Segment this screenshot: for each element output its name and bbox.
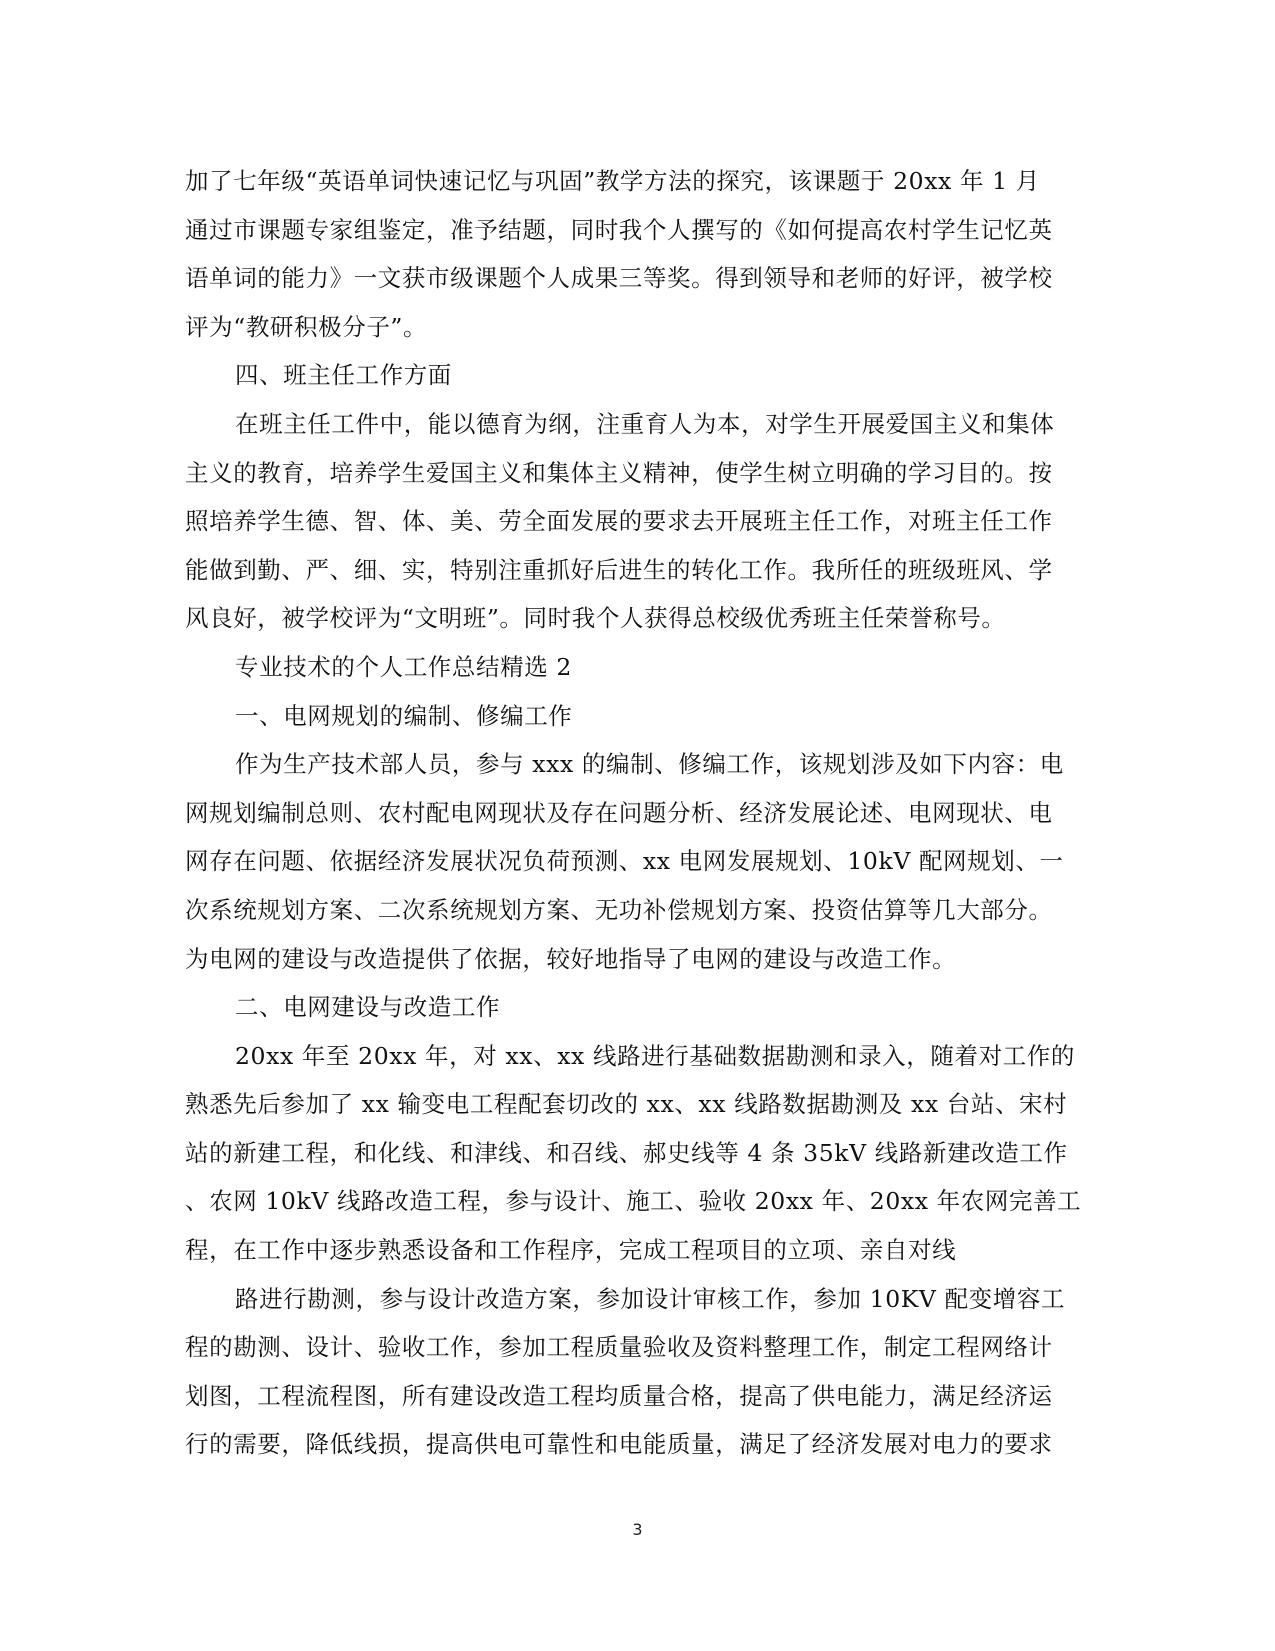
document-body [185,157,1090,1469]
text-line: 、农网 10kV 线路改造工程，参与设计、施工、验收 20xx 年、20xx 年农网完善工 [185,1187,1082,1216]
text-line: 程，在工作中逐步熟悉设备和工作程序，完成工程项目的立项、亲自对线 [185,1236,957,1265]
text-line: 加了七年级“英语单词快速记忆与巩固”教学方法的探究，该课题于 20xx 年 1 月 [185,167,1040,195]
text-line: 在班主任工件中，能以德育为纲，注重育人为本，对学生开展爱国主义和集体 [235,409,1055,438]
text-line: 专业技术的个人工作总结精选 2 [235,652,572,681]
text-line: 二、电网建设与改造工作 [235,993,501,1022]
text-line: 主义的教育，培养学生爱国主义和集体主义精神，使学生树立明确的学习目的。按 [185,458,1053,487]
text-line: 通过市课题专家组鉴定，准予结题，同时我个人撰写的《如何提高农村学生记忆英 [185,215,1053,244]
text-line: 路进行勘测，参与设计改造方案，参加设计审核工作，参加 10KV 配变增容工 [235,1284,1066,1313]
text-line: 评为“教研积极分子”。 [185,312,428,341]
text-line: 网存在问题、依据经济发展状况负荷预测、xx 电网发展规划、10kV 配网规划、一 [185,847,1064,876]
text-line: 站的新建工程，和化线、和津线、和召线、郝史线等 4 条 35kV 线路新建改造工作 [185,1138,1068,1167]
text-line: 语单词的能力》一文获市级课题个人成果三等奖。得到领导和老师的好评，被学校 [185,264,1053,293]
text-line: 程的勘测、设计、验收工作，参加工程质量验收及资料整理工作，制定工程网络计 [185,1333,1053,1362]
page-number: 3 [632,1520,643,1539]
text-line: 划图，工程流程图，所有建设改造工程均质量合格，提高了供电能力，满足经济运 [185,1381,1053,1410]
text-line: 20xx 年至 20xx 年，对 xx、xx 线路进行基础数据勘测和录入，随着对工作的 [235,1041,1075,1070]
text-line: 一、电网规划的编制、修编工作 [235,701,573,730]
text-line: 四、班主任工作方面 [235,361,452,390]
text-line: 照培养学生德、智、体、美、劳全面发展的要求去开展班主任工作，对班主任工作 [185,507,1053,536]
text-line: 次系统规划方案、二次系统规划方案、无功补偿规划方案、投资估算等几大部分。 [185,895,1053,924]
text-line: 作为生产技术部人员，参与 xxx 的编制、修编工作，该规划涉及如下内容：电 [235,750,1064,779]
text-line: 为电网的建设与改造提供了依据，较好地指导了电网的建设与改造工作。 [185,944,957,973]
text-line: 风良好，被学校评为“文明班”。同时我个人获得总校级优秀班主任荣誉称号。 [185,604,1006,633]
text-line: 熟悉先后参加了 xx 输变电工程配套切改的 xx、xx 线路数据勘测及 xx 台站、宋村 [185,1090,1068,1119]
text-line: 网规划编制总则、农村配电网现状及存在问题分析、经济发展论述、电网现状、电 [185,798,1053,827]
text-line: 能做到勤、严、细、实，特别注重抓好后进生的转化工作。我所任的班级班风、学 [185,555,1053,584]
text-line: 行的需要，降低线损，提高供电可靠性和电能质量，满足了经济发展对电力的要求 [185,1430,1053,1459]
